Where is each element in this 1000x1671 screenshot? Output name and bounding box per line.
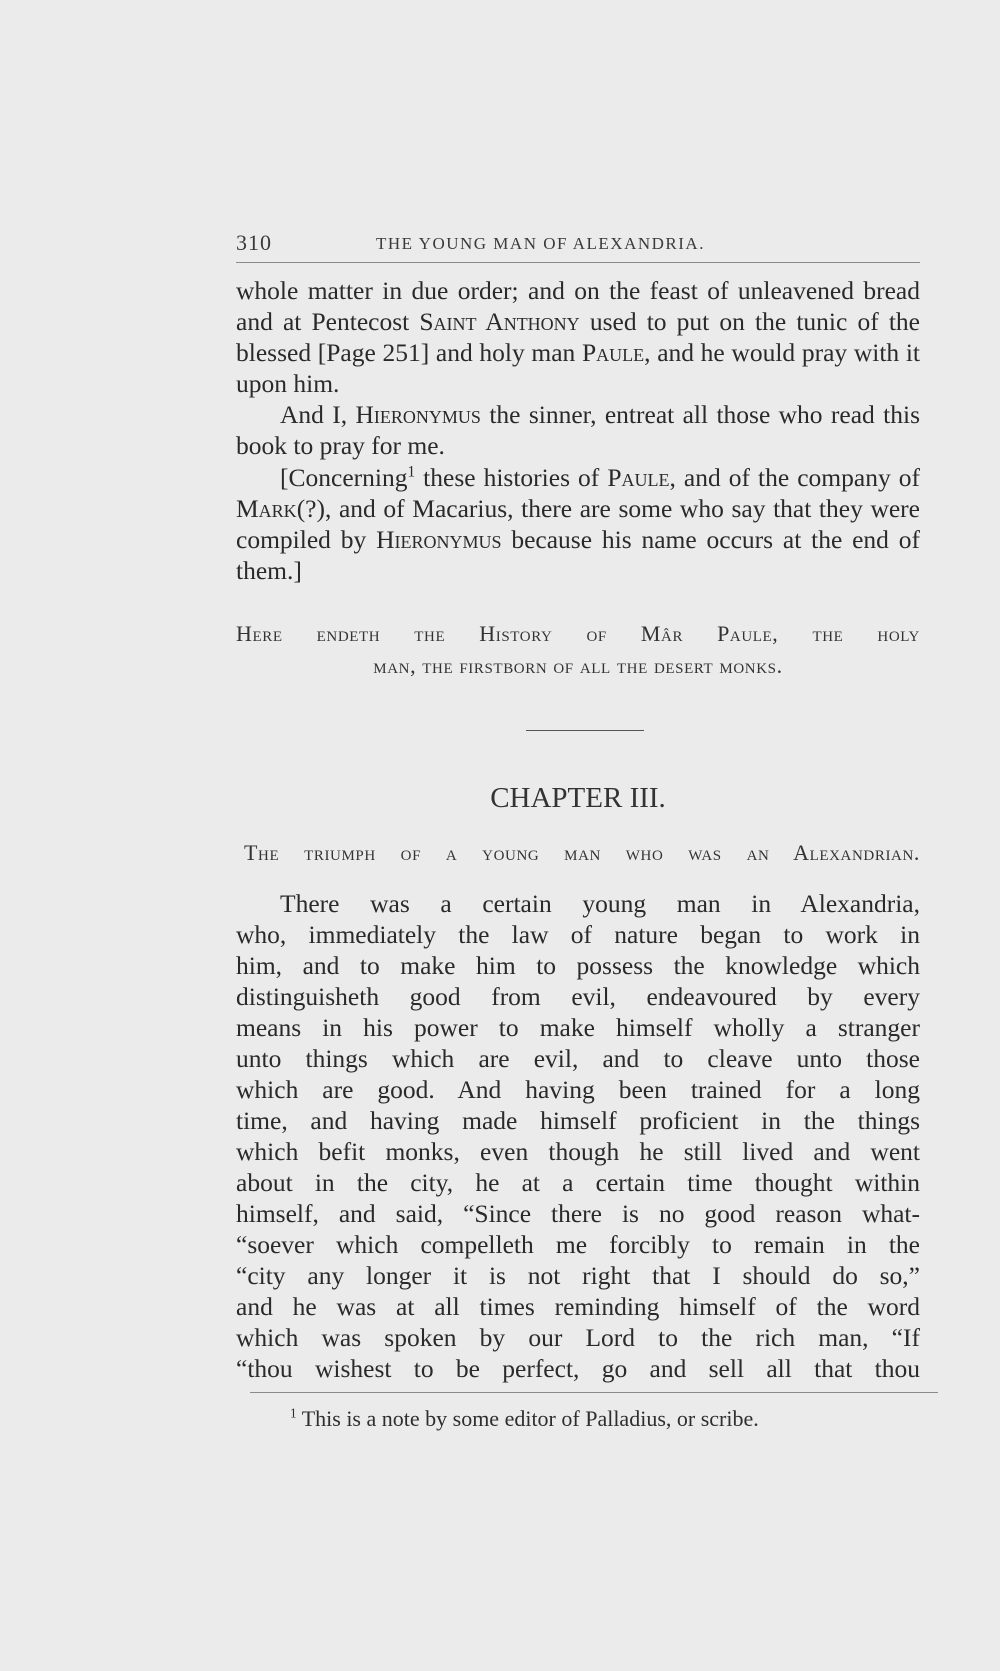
text-span: whole matter in due order; and on the feast of unleavened bread and at Pentecost: [236, 276, 920, 336]
colophon-line-2: man, the firstborn of all the desert monks.: [373, 653, 783, 678]
text-line: “city any longer it is not right that I should do so,”: [236, 1261, 920, 1290]
text-span: these histories of: [415, 463, 608, 492]
name-paule: Paule: [581, 338, 645, 367]
text-line: which was spoken by our Lord to the rich man, “If: [236, 1323, 920, 1352]
text-span: , and of the company of: [669, 463, 920, 492]
name-hieronymus: Hieronymus: [376, 525, 502, 554]
text-line: means in his power to make himself wholly a stranger: [236, 1013, 920, 1042]
text-line: distinguisheth good from evil, endeavoured by every: [236, 982, 920, 1011]
text-line: and he was at all times reminding himself of the word: [236, 1292, 920, 1321]
chapter-paragraph: [236, 888, 920, 1384]
colophon: [236, 618, 920, 682]
text-line: “soever which compelleth me forcibly to remain in the: [236, 1230, 920, 1259]
name-hieronymus: Hieronymus: [355, 400, 481, 429]
text-line: There was a certain young man in Alexandria,: [280, 889, 920, 918]
footnote-text: This is a note by some editor of Palladius, or scribe.: [301, 1406, 759, 1431]
request-paragraph: [236, 399, 920, 461]
text-span: because his name occurs at the end of them.]: [236, 525, 921, 585]
text-span: the sinner, entreat all those who read this book to pray for me.: [236, 400, 920, 460]
header-rule: [236, 262, 920, 263]
footnote-rule: [250, 1392, 938, 1393]
text-span: (?), and of Macarius, there are some who say that they were compiled by: [236, 494, 920, 554]
text-line: him, and to make him to possess the knowledge which: [236, 951, 920, 980]
text-line: unto things which are evil, and to cleave unto those: [236, 1044, 920, 1073]
name-saint-anthony: Saint Anthony: [419, 307, 580, 336]
text-span: And I,: [280, 400, 356, 429]
footnote-number: 1: [290, 1405, 297, 1421]
page-number: 310: [236, 230, 272, 255]
editor-note-paragraph: [236, 462, 920, 586]
chapter-subtitle: The triumph of a young man who was an Alexandrian.: [244, 840, 920, 865]
text-span: , and he would pray with it upon him.: [236, 338, 920, 398]
text-line: who, immediately the law of nature began to work in: [236, 920, 920, 949]
text-line: time, and having made himself proficient in the things: [236, 1106, 920, 1135]
running-title: THE YOUNG MAN OF ALEXANDRIA.: [376, 234, 705, 253]
colophon-line-1: Here endeth the History of Mâr Paule, the holy: [236, 621, 920, 646]
text-span: used to put on the tunic of the blessed [Page 251] and holy man: [236, 307, 920, 367]
text-line: which are good. And having been trained for a long: [236, 1075, 920, 1104]
text-line: himself, and said, “Since there is no good reason what-: [236, 1199, 920, 1228]
text-line: which befit monks, even though he still lived and went: [236, 1137, 920, 1166]
running-header: [236, 230, 920, 256]
text-line: “thou wishest to be perfect, go and sell all that thou: [236, 1354, 920, 1383]
name-mark: Mark: [236, 494, 297, 523]
continuation-paragraph: [236, 275, 920, 399]
text-line: about in the city, he at a certain time thought within: [236, 1168, 920, 1197]
footnote: [290, 1406, 930, 1432]
name-paule: Paule: [607, 463, 670, 492]
chapter-heading: CHAPTER III.: [490, 782, 666, 814]
footnote-marker: 1: [407, 463, 416, 481]
text-span: [Concerning: [280, 463, 408, 492]
section-divider: [526, 730, 644, 731]
